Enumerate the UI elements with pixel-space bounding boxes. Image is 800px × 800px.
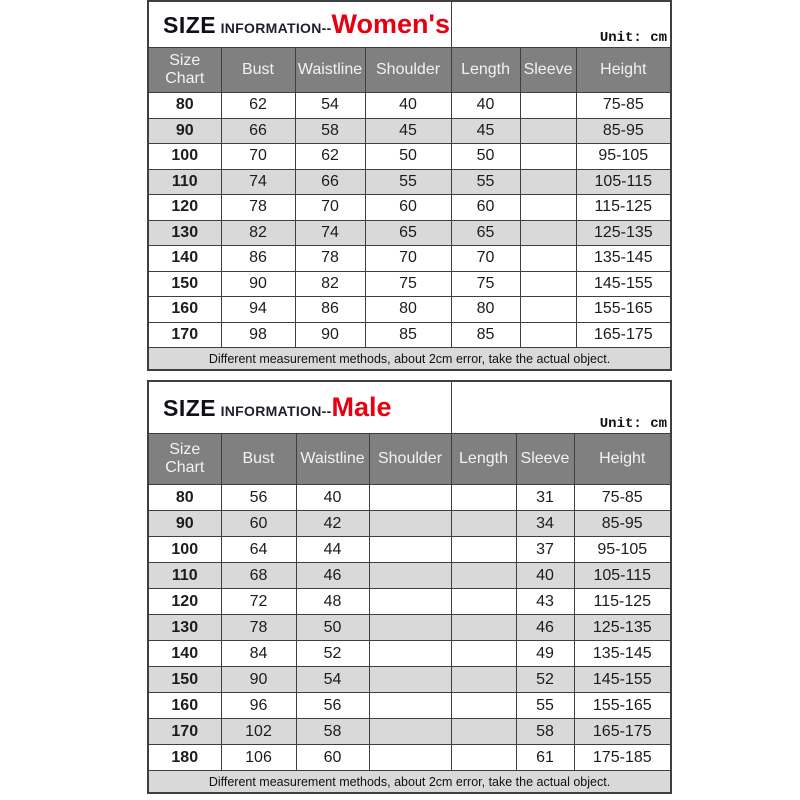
value-cell: 64 (221, 537, 296, 563)
size-cell: 110 (148, 563, 221, 589)
value-cell (369, 563, 451, 589)
value-cell: 78 (221, 195, 295, 221)
size-cell: 180 (148, 745, 221, 771)
male-title-group-word: Male (331, 392, 392, 422)
value-cell (369, 485, 451, 511)
col-height: Height (574, 434, 671, 485)
size-cell: 140 (148, 641, 221, 667)
value-cell (451, 537, 516, 563)
value-cell: 78 (295, 246, 365, 272)
size-cell: 80 (148, 485, 221, 511)
table-row (148, 118, 671, 144)
value-cell: 82 (295, 271, 365, 297)
size-cell: 170 (148, 322, 221, 348)
value-cell (520, 144, 576, 170)
value-cell: 55 (451, 169, 520, 195)
value-cell (520, 93, 576, 119)
value-cell: 94 (221, 297, 295, 323)
value-cell (451, 667, 516, 693)
womens-title-size-word: SIZE (163, 12, 217, 38)
size-cell: 160 (148, 693, 221, 719)
value-cell (520, 169, 576, 195)
table-row (148, 667, 671, 693)
value-cell: 85-95 (576, 118, 671, 144)
male-table-body (148, 485, 671, 771)
value-cell: 61 (516, 745, 574, 771)
value-cell: 56 (221, 485, 296, 511)
value-cell: 85-95 (574, 511, 671, 537)
value-cell (520, 118, 576, 144)
value-cell: 75-85 (574, 485, 671, 511)
table-row (148, 641, 671, 667)
value-cell (451, 511, 516, 537)
value-cell (369, 537, 451, 563)
table-row (148, 220, 671, 246)
value-cell (520, 220, 576, 246)
value-cell: 37 (516, 537, 574, 563)
value-cell: 80 (451, 297, 520, 323)
value-cell (369, 511, 451, 537)
value-cell: 86 (295, 297, 365, 323)
value-cell: 65 (365, 220, 451, 246)
value-cell: 43 (516, 589, 574, 615)
value-cell (520, 195, 576, 221)
col-shoulder: Shoulder (365, 48, 451, 93)
size-cell: 120 (148, 195, 221, 221)
value-cell: 62 (221, 93, 295, 119)
womens-table-body (148, 93, 671, 348)
size-cell: 170 (148, 719, 221, 745)
value-cell: 98 (221, 322, 295, 348)
male-unit-label: Unit: cm (599, 416, 667, 432)
value-cell: 175-185 (574, 745, 671, 771)
size-cell: 150 (148, 667, 221, 693)
value-cell: 135-145 (576, 246, 671, 272)
value-cell (369, 693, 451, 719)
table-row (148, 615, 671, 641)
value-cell: 48 (296, 589, 369, 615)
value-cell: 96 (221, 693, 296, 719)
value-cell: 50 (365, 144, 451, 170)
value-cell (451, 641, 516, 667)
value-cell: 74 (295, 220, 365, 246)
value-cell: 62 (295, 144, 365, 170)
value-cell: 46 (516, 615, 574, 641)
value-cell: 60 (221, 511, 296, 537)
value-cell (369, 641, 451, 667)
col-sleeve: Sleeve (516, 434, 574, 485)
table-row (148, 246, 671, 272)
value-cell: 31 (516, 485, 574, 511)
male-size-table (147, 380, 670, 794)
value-cell: 70 (295, 195, 365, 221)
value-cell: 125-135 (576, 220, 671, 246)
value-cell: 155-165 (576, 297, 671, 323)
value-cell (451, 615, 516, 641)
table-row (148, 745, 671, 771)
value-cell: 34 (516, 511, 574, 537)
male-table (147, 380, 672, 794)
value-cell: 44 (296, 537, 369, 563)
value-cell: 74 (221, 169, 295, 195)
table-row (148, 195, 671, 221)
womens-note-row (148, 348, 671, 371)
womens-size-table (147, 0, 670, 371)
size-cell: 110 (148, 169, 221, 195)
size-cell: 130 (148, 220, 221, 246)
value-cell (369, 745, 451, 771)
value-cell: 145-155 (574, 667, 671, 693)
value-cell: 55 (516, 693, 574, 719)
value-cell: 72 (221, 589, 296, 615)
value-cell: 54 (296, 667, 369, 693)
table-row (148, 511, 671, 537)
value-cell: 70 (451, 246, 520, 272)
value-cell: 135-145 (574, 641, 671, 667)
table-row (148, 485, 671, 511)
value-cell (520, 246, 576, 272)
col-height: Height (576, 48, 671, 93)
value-cell: 46 (296, 563, 369, 589)
value-cell (451, 745, 516, 771)
value-cell: 40 (516, 563, 574, 589)
value-cell: 52 (296, 641, 369, 667)
value-cell: 66 (221, 118, 295, 144)
col-bust: Bust (221, 434, 296, 485)
value-cell (451, 693, 516, 719)
size-cell: 80 (148, 93, 221, 119)
male-header-row (148, 434, 671, 485)
male-title-info-word: INFORMATION-- (220, 403, 332, 419)
value-cell: 50 (451, 144, 520, 170)
value-cell: 66 (295, 169, 365, 195)
table-row (148, 693, 671, 719)
value-cell: 85 (451, 322, 520, 348)
womens-header-row (148, 48, 671, 93)
value-cell: 42 (296, 511, 369, 537)
col-shoulder: Shoulder (369, 434, 451, 485)
value-cell: 105-115 (574, 563, 671, 589)
table-row (148, 719, 671, 745)
male-title-cell (148, 381, 451, 434)
value-cell: 90 (221, 271, 295, 297)
value-cell: 125-135 (574, 615, 671, 641)
value-cell: 86 (221, 246, 295, 272)
value-cell: 40 (296, 485, 369, 511)
value-cell: 58 (295, 118, 365, 144)
table-row (148, 537, 671, 563)
size-cell: 160 (148, 297, 221, 323)
value-cell: 102 (221, 719, 296, 745)
size-cell: 90 (148, 511, 221, 537)
size-cell: 90 (148, 118, 221, 144)
size-cell: 140 (148, 246, 221, 272)
value-cell (451, 589, 516, 615)
table-row (148, 563, 671, 589)
table-row (148, 144, 671, 170)
col-sleeve: Sleeve (520, 48, 576, 93)
value-cell: 45 (365, 118, 451, 144)
value-cell: 105-115 (576, 169, 671, 195)
value-cell (451, 563, 516, 589)
value-cell: 58 (296, 719, 369, 745)
size-cell: 100 (148, 537, 221, 563)
value-cell (369, 589, 451, 615)
value-cell: 106 (221, 745, 296, 771)
table-row (148, 93, 671, 119)
male-note: Different measurement methods, about 2cm error, take the actual object. (148, 771, 671, 794)
table-row (148, 589, 671, 615)
value-cell: 52 (516, 667, 574, 693)
womens-note: Different measurement methods, about 2cm error, take the actual object. (148, 348, 671, 371)
value-cell: 145-155 (576, 271, 671, 297)
male-unit-cell (451, 381, 671, 434)
womens-unit-cell (451, 1, 671, 48)
col-length: Length (451, 434, 516, 485)
male-title-row (148, 381, 671, 434)
table-row (148, 169, 671, 195)
value-cell: 60 (296, 745, 369, 771)
value-cell: 75-85 (576, 93, 671, 119)
value-cell: 49 (516, 641, 574, 667)
size-cell: 150 (148, 271, 221, 297)
value-cell: 90 (221, 667, 296, 693)
value-cell: 58 (516, 719, 574, 745)
value-cell (520, 297, 576, 323)
value-cell (451, 719, 516, 745)
value-cell: 85 (365, 322, 451, 348)
value-cell: 95-105 (574, 537, 671, 563)
value-cell: 90 (295, 322, 365, 348)
value-cell: 60 (365, 195, 451, 221)
value-cell: 75 (451, 271, 520, 297)
womens-title-group-word: Women's (331, 9, 450, 39)
value-cell: 82 (221, 220, 295, 246)
value-cell: 165-175 (574, 719, 671, 745)
col-bust: Bust (221, 48, 295, 93)
value-cell: 115-125 (576, 195, 671, 221)
value-cell: 155-165 (574, 693, 671, 719)
col-waistline: Waistline (295, 48, 365, 93)
value-cell (369, 615, 451, 641)
male-title-size-word: SIZE (163, 395, 217, 421)
value-cell: 55 (365, 169, 451, 195)
womens-title-cell (148, 1, 451, 48)
value-cell: 95-105 (576, 144, 671, 170)
value-cell: 56 (296, 693, 369, 719)
value-cell: 65 (451, 220, 520, 246)
table-row (148, 322, 671, 348)
value-cell (520, 322, 576, 348)
size-cell: 100 (148, 144, 221, 170)
value-cell: 40 (365, 93, 451, 119)
value-cell: 115-125 (574, 589, 671, 615)
value-cell (369, 667, 451, 693)
value-cell: 80 (365, 297, 451, 323)
size-cell: 120 (148, 589, 221, 615)
size-cell: 130 (148, 615, 221, 641)
value-cell: 75 (365, 271, 451, 297)
table-row (148, 297, 671, 323)
male-note-row (148, 771, 671, 794)
value-cell: 84 (221, 641, 296, 667)
col-size-chart: Size Chart (148, 434, 221, 485)
table-row (148, 271, 671, 297)
value-cell (520, 271, 576, 297)
value-cell: 68 (221, 563, 296, 589)
value-cell: 78 (221, 615, 296, 641)
value-cell (369, 719, 451, 745)
womens-table (147, 0, 672, 371)
value-cell: 54 (295, 93, 365, 119)
col-size-chart: Size Chart (148, 48, 221, 93)
col-waistline: Waistline (296, 434, 369, 485)
womens-unit-label: Unit: cm (599, 30, 668, 46)
value-cell: 70 (365, 246, 451, 272)
womens-title-info-word: INFORMATION-- (220, 20, 332, 36)
value-cell: 40 (451, 93, 520, 119)
value-cell (451, 485, 516, 511)
womens-title-row (148, 1, 671, 48)
value-cell: 70 (221, 144, 295, 170)
value-cell: 165-175 (576, 322, 671, 348)
value-cell: 45 (451, 118, 520, 144)
value-cell: 60 (451, 195, 520, 221)
col-length: Length (451, 48, 520, 93)
value-cell: 50 (296, 615, 369, 641)
